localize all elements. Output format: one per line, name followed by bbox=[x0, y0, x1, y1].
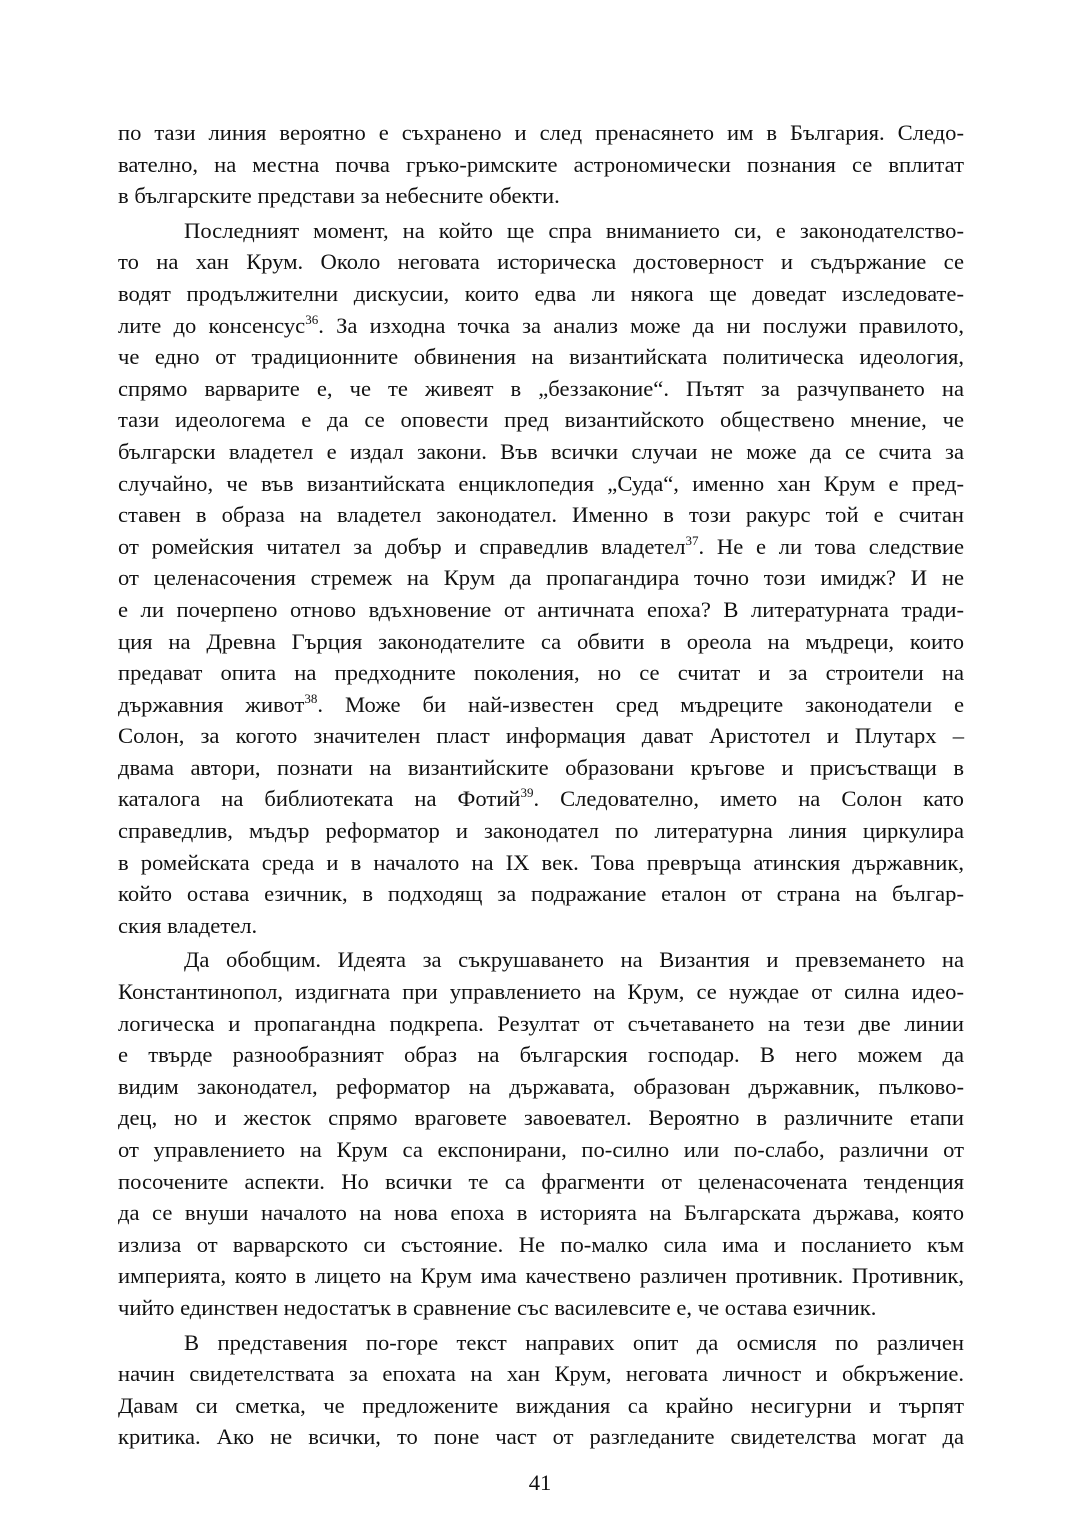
text-segment: . Може би най-известен сред мъдреците законодатели е bbox=[317, 691, 965, 717]
text-segment: . Не е ли това следствие bbox=[698, 533, 964, 559]
footnote-reference: 38 bbox=[304, 690, 318, 706]
footnote-reference: 39 bbox=[520, 785, 534, 801]
text-segment: ция на Древна Гърция законодателите са обвити в ореола на мъдреци, които bbox=[118, 628, 964, 654]
text-segment: двама автори, познати на византийските образовани кръгове и присъстващи в bbox=[118, 754, 964, 780]
text-segment: начин свидетелствата за епохата на хан Крум, неговата личност и обкръжение. bbox=[118, 1361, 964, 1387]
text-segment: който остава езичник, в подходящ за подражание еталон от страна на българ- bbox=[118, 881, 964, 907]
text-segment: излиза от варварското си състояние. Не по-малко сила има и посланието към bbox=[118, 1231, 964, 1257]
text-segment: видим законодател, реформатор на държавата, образован държавник, пълково- bbox=[118, 1073, 964, 1099]
text-line bbox=[118, 878, 964, 910]
text-line bbox=[118, 436, 964, 468]
text-segment: . За изходна точка за анализ може да ни послужи правилото, bbox=[318, 312, 964, 338]
text-segment: спрямо варварите е, че те живеят в „беззаконие“. Пътят за разчупването на bbox=[118, 375, 964, 401]
text-segment: лите до консенсус bbox=[118, 312, 306, 338]
text-line bbox=[118, 1102, 964, 1134]
text-line bbox=[118, 1229, 964, 1261]
text-line bbox=[118, 1071, 964, 1103]
text-segment: дец, но и жесток спрямо враговете завоевател. Вероятно в различните етапи bbox=[118, 1105, 964, 1131]
text-line bbox=[118, 215, 964, 247]
text-line bbox=[118, 278, 964, 310]
text-segment: че едно от традиционните обвинения на византийската политическа идеология, bbox=[118, 344, 964, 370]
text-line bbox=[118, 341, 964, 373]
footnote-reference: 36 bbox=[305, 311, 319, 327]
page-body bbox=[118, 117, 964, 1453]
text-segment: случайно, че във византийската енциклопедия „Суда“, именно хан Крум е пред- bbox=[118, 470, 964, 496]
text-line bbox=[118, 783, 964, 815]
text-line bbox=[118, 752, 964, 784]
text-line bbox=[118, 499, 964, 531]
text-line bbox=[118, 373, 964, 405]
page-number: 41 bbox=[528, 1470, 552, 1495]
text-line bbox=[118, 1421, 964, 1453]
text-line bbox=[118, 847, 964, 879]
text-line bbox=[118, 310, 964, 342]
text-segment: логическа и пропагандна подкрепа. Резултат от съчетаването на тези две линии bbox=[118, 1010, 964, 1036]
text-line bbox=[118, 910, 964, 942]
text-line bbox=[118, 1260, 964, 1292]
text-line bbox=[118, 404, 964, 436]
text-line bbox=[118, 531, 964, 563]
text-line bbox=[118, 1039, 964, 1071]
text-line bbox=[118, 468, 964, 500]
text-segment: критика. Ако не всички, то поне част от разгледаните свидетелства могат да bbox=[118, 1424, 964, 1450]
text-segment: от управлението на Крум са експонирани, по-силно или по-слабо, различни от bbox=[118, 1137, 964, 1162]
text-segment: от ромейския читател за добър и справедлив владетел bbox=[118, 533, 686, 559]
text-segment: Давам си сметка, че предложените виждания са крайно несигурни и търпят bbox=[118, 1392, 964, 1418]
text-line bbox=[118, 1166, 964, 1198]
text-line bbox=[118, 1327, 964, 1359]
text-line bbox=[118, 720, 964, 752]
text-segment: империята, която в лицето на Крум има качествено различен противник. Противник, bbox=[118, 1263, 964, 1289]
text-segment: държавния живот bbox=[118, 691, 305, 717]
text-segment: справедлив, мъдър реформатор и законодател по литературна линия циркулира bbox=[118, 818, 964, 844]
text-line bbox=[118, 1197, 964, 1229]
text-line bbox=[118, 944, 964, 976]
text-segment: да се внуши началото на нова епоха в историята на Българската държава, която bbox=[118, 1200, 964, 1226]
text-line bbox=[118, 1390, 964, 1422]
text-line bbox=[118, 246, 964, 278]
text-line bbox=[118, 1292, 964, 1324]
text-line bbox=[118, 689, 964, 721]
text-line bbox=[118, 149, 964, 181]
text-segment: от целенасочения стремеж на Крум да пропагандира точно този имидж? И не bbox=[118, 565, 964, 591]
text-segment: ския владетел. bbox=[118, 912, 258, 938]
text-segment: български владетел е издал закони. Във всички случаи не може да се счита за bbox=[118, 438, 964, 464]
text-segment: чийто единствен недостатък в сравнение със василевсите е, че остава езичник. bbox=[118, 1294, 877, 1320]
text-segment: е ли почерпено отново вдъхновение от античната епоха? В литературната тради- bbox=[118, 596, 964, 622]
text-line bbox=[118, 117, 964, 149]
text-segment: В представения по-горе текст направих опит да осмисля по различен bbox=[184, 1329, 964, 1355]
text-segment: посочените аспекти. Но всички те са фрагменти от целенасочената тенденция bbox=[118, 1168, 964, 1194]
text-segment: ставен в образа на владетел законодател. Именно в този ракурс той е считан bbox=[118, 502, 964, 528]
text-line bbox=[118, 1134, 964, 1166]
text-segment: каталога на библиотеката на Фотий bbox=[118, 786, 521, 812]
text-segment: предават опита на предходните поколения, но се считат и за строители на bbox=[118, 660, 964, 686]
text-segment: по тази линия вероятно е съхранено и след пренасянето им в България. Следо- bbox=[118, 120, 964, 145]
text-segment: . Следователно, името на Солон като bbox=[533, 786, 964, 812]
text-line bbox=[118, 657, 964, 689]
text-segment: е твърде разнообразният образ на българския господар. В него можем да bbox=[118, 1042, 964, 1068]
text-segment: вателно, на местна почва гръко-римските астрономически познания се вплитат bbox=[118, 151, 964, 177]
paragraph bbox=[118, 117, 964, 212]
text-line bbox=[118, 1358, 964, 1390]
text-line bbox=[118, 976, 964, 1008]
text-segment: Да обобщим. Идеята за съкрушаването на Византия и превземането на bbox=[184, 947, 964, 973]
paragraph bbox=[118, 215, 964, 942]
text-line bbox=[118, 180, 964, 212]
text-segment: тази идеологема е да се оповести пред византийското обществено мнение, че bbox=[118, 407, 964, 433]
text-segment: то на хан Крум. Около неговата историческа достоверност и съдържание се bbox=[118, 249, 964, 275]
text-line bbox=[118, 1008, 964, 1040]
text-line bbox=[118, 626, 964, 658]
text-segment: в ромейската среда и в началото на IX век. Това превръща атинския държавник, bbox=[118, 849, 964, 875]
text-segment: Солон, за когото значителен пласт информация дават Аристотел и Плутарх – bbox=[118, 723, 964, 749]
text-segment: Константинопол, издигната при управлението на Крум, се нуждае от силна идео- bbox=[118, 979, 964, 1005]
text-segment: водят продължителни дискусии, които едва ли някога ще доведат изследовате- bbox=[118, 280, 964, 306]
text-segment: Последният момент, на който ще спра вниманието си, е законодателство- bbox=[184, 217, 964, 243]
text-line bbox=[118, 815, 964, 847]
footnote-reference: 37 bbox=[685, 532, 699, 548]
paragraph bbox=[118, 944, 964, 1323]
text-line bbox=[118, 594, 964, 626]
text-segment: в българските представи за небесните обекти. bbox=[118, 183, 560, 209]
paragraph bbox=[118, 1327, 964, 1453]
text-line bbox=[118, 562, 964, 594]
